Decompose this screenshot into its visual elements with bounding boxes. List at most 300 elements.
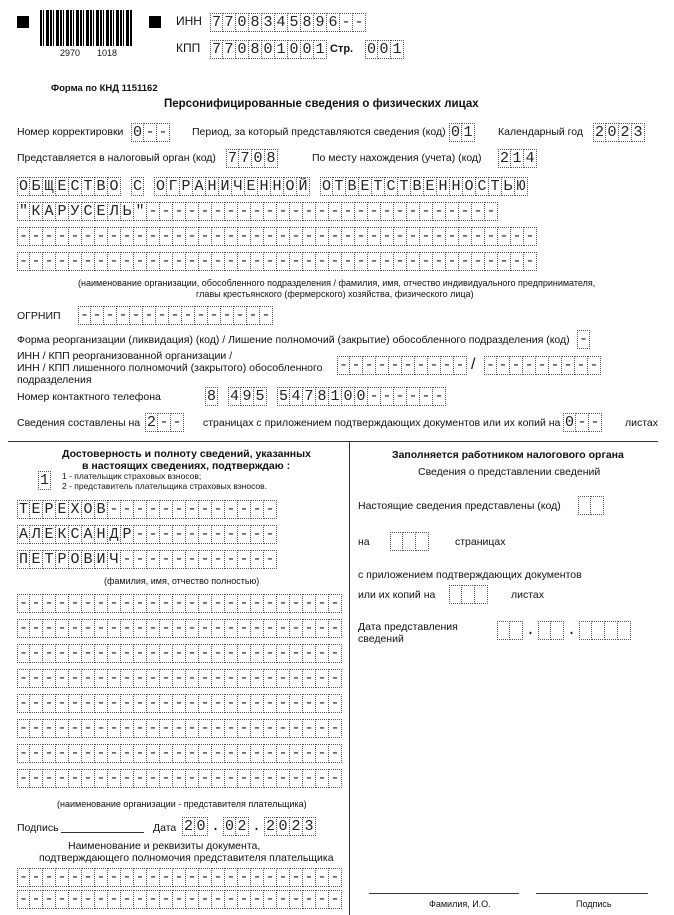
char-cell: - bbox=[43, 744, 56, 763]
char-cell: - bbox=[147, 227, 160, 246]
char-cell: - bbox=[186, 744, 199, 763]
confirm-heading-2: в настоящих сведениях, подтверждаю : bbox=[82, 460, 291, 472]
char-cell: - bbox=[108, 719, 121, 738]
dash-line[interactable] bbox=[17, 694, 342, 713]
char-cell: - bbox=[329, 644, 342, 663]
char-cell: - bbox=[407, 387, 420, 406]
org-name-line-1[interactable] bbox=[17, 177, 528, 196]
char-cell: О bbox=[321, 178, 331, 195]
pages-cells[interactable] bbox=[145, 413, 184, 432]
char-cell: 9 bbox=[241, 387, 254, 406]
char-cell: - bbox=[264, 252, 277, 271]
char-cell: - bbox=[277, 769, 290, 788]
char-cell: - bbox=[69, 227, 82, 246]
char-cell: Г bbox=[167, 177, 180, 196]
char-cell: - bbox=[43, 719, 56, 738]
char-cell: - bbox=[121, 252, 134, 271]
char-cell: - bbox=[82, 694, 95, 713]
reorg-cells[interactable] bbox=[577, 330, 590, 349]
on-label: на bbox=[358, 536, 370, 548]
char-cell: - bbox=[134, 525, 147, 544]
char-cell: - bbox=[56, 868, 69, 887]
year-cells[interactable] bbox=[593, 123, 645, 142]
char-cell: - bbox=[264, 227, 277, 246]
char-cell: 2 bbox=[146, 414, 156, 431]
char-cell: - bbox=[95, 619, 108, 638]
dash-line[interactable] bbox=[17, 744, 342, 763]
char-cell: - bbox=[56, 252, 69, 271]
char-cell: - bbox=[173, 525, 186, 544]
char-cell: - bbox=[160, 669, 173, 688]
char-cell: - bbox=[147, 594, 160, 613]
char-cell: 8 bbox=[249, 40, 262, 59]
char-cell: - bbox=[82, 252, 95, 271]
char-cell: - bbox=[173, 868, 186, 887]
char-cell: И bbox=[95, 550, 108, 569]
char-cell: - bbox=[156, 306, 169, 325]
char-cell: - bbox=[381, 202, 394, 221]
char-cell: - bbox=[355, 252, 368, 271]
char-cell: - bbox=[82, 719, 95, 738]
char-cell: - bbox=[290, 890, 303, 909]
char-cell: Б bbox=[30, 177, 43, 196]
char-cell: - bbox=[69, 619, 82, 638]
char-cell: 1 bbox=[391, 40, 404, 59]
char-cell: В bbox=[411, 177, 424, 196]
patronymic-cells[interactable] bbox=[17, 550, 277, 569]
char-cell: - bbox=[485, 227, 498, 246]
dash-line[interactable] bbox=[17, 769, 342, 788]
char-cell: - bbox=[121, 644, 134, 663]
char-cell bbox=[592, 621, 605, 640]
char-cell: - bbox=[95, 868, 108, 887]
char-cell: С bbox=[476, 177, 489, 196]
attach-label-2: или их копий на bbox=[358, 589, 436, 601]
char-cell: - bbox=[30, 868, 43, 887]
char-cell: - bbox=[277, 868, 290, 887]
char-cell: - bbox=[264, 669, 277, 688]
tax-authority-cells[interactable] bbox=[226, 149, 278, 168]
date-cells[interactable] bbox=[182, 817, 316, 836]
char-cell: - bbox=[108, 769, 121, 788]
char-cell: В bbox=[95, 177, 108, 196]
char-cell: - bbox=[433, 202, 446, 221]
date-label: Дата bbox=[153, 822, 177, 834]
char-cell: - bbox=[134, 890, 147, 909]
char-cell: - bbox=[407, 252, 420, 271]
barcode-number-right: 1018 bbox=[97, 48, 118, 58]
signer-code-cell[interactable] bbox=[38, 471, 51, 490]
char-cell: Ч bbox=[108, 550, 121, 569]
char-cell: - bbox=[329, 202, 342, 221]
char-cell: - bbox=[212, 694, 225, 713]
char-cell bbox=[551, 621, 564, 640]
char-cell: - bbox=[56, 694, 69, 713]
char-cell: - bbox=[303, 252, 316, 271]
char-cell: - bbox=[251, 619, 264, 638]
dash-line[interactable] bbox=[17, 669, 342, 688]
char-cell: К bbox=[30, 202, 43, 221]
char-cell: - bbox=[420, 252, 433, 271]
dash-line[interactable] bbox=[17, 868, 342, 887]
char-cell: - bbox=[158, 413, 171, 432]
char-cell: Н bbox=[95, 525, 108, 544]
char-cell: 2 bbox=[594, 124, 604, 141]
char-cell: - bbox=[95, 669, 108, 688]
presented-day[interactable] bbox=[497, 621, 523, 640]
char-cell: - bbox=[329, 719, 342, 738]
char-cell: - bbox=[134, 252, 147, 271]
char-cell: - bbox=[121, 500, 134, 519]
char-cell: - bbox=[303, 619, 316, 638]
char-cell: - bbox=[43, 594, 56, 613]
char-cell: Е bbox=[424, 177, 437, 196]
char-cell: - bbox=[160, 594, 173, 613]
char-cell: - bbox=[79, 307, 89, 324]
char-cell: 0 bbox=[288, 40, 301, 59]
char-cell: - bbox=[277, 644, 290, 663]
char-cell: - bbox=[485, 252, 498, 271]
char-cell: - bbox=[290, 744, 303, 763]
char-cell: - bbox=[186, 669, 199, 688]
char-cell: - bbox=[199, 769, 212, 788]
char-cell: 5 bbox=[254, 387, 267, 406]
date-month[interactable] bbox=[223, 817, 249, 836]
char-cell: В bbox=[82, 550, 95, 569]
char-cell: 0 bbox=[366, 41, 376, 58]
char-cell: - bbox=[247, 306, 260, 325]
char-cell: - bbox=[212, 719, 225, 738]
char-cell: - bbox=[350, 356, 363, 375]
kpp-label: КПП bbox=[176, 41, 201, 55]
char-cell: - bbox=[238, 619, 251, 638]
char-cell: - bbox=[30, 694, 43, 713]
char-cell: - bbox=[575, 356, 588, 375]
char-cell: - bbox=[95, 719, 108, 738]
char-cell: - bbox=[303, 868, 316, 887]
char-cell: Н bbox=[258, 177, 271, 196]
char-cell: - bbox=[511, 252, 524, 271]
char-cell: - bbox=[160, 719, 173, 738]
char-cell: - bbox=[199, 694, 212, 713]
char-cell: - bbox=[428, 356, 441, 375]
char-cell: - bbox=[316, 594, 329, 613]
char-cell: 0 bbox=[342, 387, 355, 406]
char-cell: - bbox=[225, 719, 238, 738]
char-cell: - bbox=[589, 413, 602, 432]
reorg-inn-label-2: ИНН / КПП лишенного полномочий (закрытого) обособленного bbox=[17, 362, 323, 374]
char-cell: 0 bbox=[564, 414, 574, 431]
presented-cells[interactable] bbox=[578, 496, 604, 515]
char-cell: - bbox=[134, 868, 147, 887]
char-cell: - bbox=[329, 669, 342, 688]
char-cell: - bbox=[225, 202, 238, 221]
corner-marker-right bbox=[149, 16, 161, 28]
char-cell: - bbox=[303, 694, 316, 713]
char-cell: - bbox=[277, 202, 290, 221]
org-name-line-3[interactable] bbox=[17, 227, 537, 246]
char-cell: - bbox=[134, 619, 147, 638]
char-cell: - bbox=[290, 619, 303, 638]
dash-line[interactable] bbox=[17, 594, 342, 613]
char-cell: - bbox=[18, 869, 28, 886]
char-cell: Т bbox=[489, 177, 502, 196]
pages-label: Сведения составлены на bbox=[17, 417, 141, 429]
char-cell: - bbox=[186, 252, 199, 271]
char-cell: Е bbox=[30, 550, 43, 569]
char-cell: - bbox=[264, 594, 277, 613]
char-cell: - bbox=[459, 227, 472, 246]
char-cell: - bbox=[212, 227, 225, 246]
reorg-inn-label-1: ИНН / КПП реорганизованной организации / bbox=[17, 350, 233, 362]
char-cell: - bbox=[18, 620, 28, 637]
char-cell: Т bbox=[43, 550, 56, 569]
attach-label-1: с приложением подтверждающих документов bbox=[358, 569, 582, 581]
char-cell: - bbox=[303, 202, 316, 221]
char-cell: - bbox=[173, 202, 186, 221]
correction-cells[interactable] bbox=[131, 123, 170, 142]
char-cell: - bbox=[160, 619, 173, 638]
char-cell: - bbox=[238, 669, 251, 688]
name-cells[interactable] bbox=[17, 525, 277, 544]
char-cell: - bbox=[355, 227, 368, 246]
char-cell: О bbox=[82, 500, 95, 519]
reorg-kpp-cells[interactable] bbox=[484, 356, 601, 375]
char-cell: 7 bbox=[227, 150, 237, 167]
char-cell: - bbox=[18, 670, 28, 687]
char-cell: - bbox=[264, 744, 277, 763]
char-cell: - bbox=[134, 719, 147, 738]
char-cell: - bbox=[69, 719, 82, 738]
char-cell: - bbox=[171, 413, 184, 432]
char-cell: - bbox=[225, 619, 238, 638]
phone-cells[interactable] bbox=[205, 387, 446, 406]
tax-officer-sub: Сведения о представлении сведений bbox=[418, 466, 601, 478]
char-cell: - bbox=[43, 619, 56, 638]
dash-line[interactable] bbox=[17, 619, 342, 638]
char-cell: - bbox=[95, 694, 108, 713]
char-cell: - bbox=[69, 644, 82, 663]
char-cell: " bbox=[134, 202, 147, 221]
char-cell: 1 bbox=[329, 387, 342, 406]
char-cell: - bbox=[199, 890, 212, 909]
char-cell: - bbox=[18, 645, 28, 662]
char-cell: - bbox=[234, 306, 247, 325]
char-cell: - bbox=[186, 644, 199, 663]
char-cell: - bbox=[342, 252, 355, 271]
char-cell: - bbox=[277, 594, 290, 613]
char-cell: - bbox=[134, 500, 147, 519]
char-cell: - bbox=[264, 890, 277, 909]
char-cell: - bbox=[420, 227, 433, 246]
char-cell: - bbox=[303, 644, 316, 663]
location-label: По месту нахождения (учета) (код) bbox=[312, 152, 482, 164]
ogrnip-cells[interactable] bbox=[78, 306, 273, 325]
char-cell: - bbox=[238, 868, 251, 887]
char-cell: - bbox=[173, 890, 186, 909]
char-cell: - bbox=[368, 202, 381, 221]
char-cell: - bbox=[18, 770, 28, 787]
surname-cells[interactable] bbox=[17, 500, 277, 519]
char-cell: - bbox=[303, 744, 316, 763]
char-cell: 3 bbox=[303, 817, 316, 836]
char-cell: - bbox=[169, 306, 182, 325]
char-cell: - bbox=[277, 744, 290, 763]
char-cell: - bbox=[18, 891, 28, 908]
char-cell: - bbox=[316, 644, 329, 663]
char-cell: У bbox=[69, 202, 82, 221]
char-cell: - bbox=[446, 227, 459, 246]
char-cell: - bbox=[303, 227, 316, 246]
char-cell: - bbox=[160, 694, 173, 713]
char-cell: - bbox=[433, 387, 446, 406]
date-presented-cells[interactable] bbox=[497, 621, 631, 640]
char-cell: - bbox=[251, 594, 264, 613]
dash-line[interactable] bbox=[17, 890, 342, 909]
char-cell: - bbox=[186, 594, 199, 613]
char-cell: - bbox=[186, 227, 199, 246]
sheets-cells[interactable] bbox=[449, 585, 488, 604]
page-cells bbox=[365, 40, 404, 59]
char-cell: Р bbox=[121, 525, 134, 544]
char-cell: - bbox=[290, 719, 303, 738]
period-cells[interactable] bbox=[449, 123, 475, 142]
char-cell: 3 bbox=[632, 123, 645, 142]
char-cell: - bbox=[212, 619, 225, 638]
char-cell: Е bbox=[245, 177, 258, 196]
dash-line[interactable] bbox=[17, 719, 342, 738]
char-cell: - bbox=[576, 413, 589, 432]
char-cell: - bbox=[316, 619, 329, 638]
reorg-inn-cells[interactable] bbox=[337, 356, 467, 375]
char-cell: - bbox=[186, 769, 199, 788]
char-cell: - bbox=[251, 202, 264, 221]
char-cell: - bbox=[264, 769, 277, 788]
char-cell: 0 bbox=[225, 818, 235, 835]
char-cell: - bbox=[43, 669, 56, 688]
char-cell: 0 bbox=[606, 123, 619, 142]
location-cells[interactable] bbox=[498, 149, 537, 168]
char-cell: - bbox=[329, 868, 342, 887]
signature-line bbox=[61, 832, 144, 833]
char-cell: - bbox=[277, 719, 290, 738]
char-cell: - bbox=[459, 252, 472, 271]
char-cell: - bbox=[199, 619, 212, 638]
char-cell: - bbox=[195, 306, 208, 325]
char-cell: 7 bbox=[223, 40, 236, 59]
char-cell: - bbox=[511, 227, 524, 246]
char-cell: - bbox=[147, 719, 160, 738]
char-cell: - bbox=[251, 550, 264, 569]
char-cell: - bbox=[199, 252, 212, 271]
char-cell: - bbox=[303, 669, 316, 688]
char-cell: - bbox=[290, 252, 303, 271]
date-year[interactable] bbox=[264, 817, 316, 836]
char-cell: - bbox=[147, 525, 160, 544]
char-cell: - bbox=[30, 619, 43, 638]
attach-cells[interactable] bbox=[563, 413, 602, 432]
char-cell: 0 bbox=[277, 817, 290, 836]
char-cell: - bbox=[498, 227, 511, 246]
char-cell: - bbox=[95, 769, 108, 788]
confirm-heading-1: Достоверность и полноту сведений, указанных bbox=[62, 448, 311, 460]
char-cell: - bbox=[121, 769, 134, 788]
char-cell: - bbox=[30, 644, 43, 663]
char-cell: - bbox=[329, 769, 342, 788]
char-cell: - bbox=[497, 356, 510, 375]
presented-month[interactable] bbox=[538, 621, 564, 640]
presented-dot-2: . bbox=[567, 622, 577, 639]
dash-line[interactable] bbox=[17, 644, 342, 663]
char-cell: - bbox=[30, 669, 43, 688]
char-cell: - bbox=[199, 868, 212, 887]
char-cell: Л bbox=[30, 525, 43, 544]
char-cell: - bbox=[329, 252, 342, 271]
char-cell: А bbox=[18, 526, 28, 543]
char-cell: - bbox=[160, 252, 173, 271]
char-cell: - bbox=[147, 669, 160, 688]
char-cell: - bbox=[134, 769, 147, 788]
char-cell: - bbox=[290, 227, 303, 246]
char-cell: - bbox=[251, 644, 264, 663]
char-cell: - bbox=[147, 744, 160, 763]
char-cell: Т bbox=[82, 177, 95, 196]
char-cell: - bbox=[238, 202, 251, 221]
char-cell: - bbox=[225, 227, 238, 246]
presented-year[interactable] bbox=[579, 621, 631, 640]
char-cell: - bbox=[121, 550, 134, 569]
char-cell: - bbox=[147, 769, 160, 788]
inn-label: ИНН bbox=[176, 14, 202, 28]
cell-gap bbox=[218, 387, 228, 406]
char-cell: - bbox=[56, 744, 69, 763]
char-cell: - bbox=[43, 227, 56, 246]
char-cell: - bbox=[212, 550, 225, 569]
char-cell: Н bbox=[206, 177, 219, 196]
char-cell: Е bbox=[359, 177, 372, 196]
char-cell: - bbox=[69, 252, 82, 271]
pages-count-cells[interactable] bbox=[390, 532, 429, 551]
char-cell: - bbox=[199, 744, 212, 763]
char-cell: 1 bbox=[275, 40, 288, 59]
org-name-line-2[interactable] bbox=[17, 202, 498, 221]
signer-option-1: 1 - плательщик страховых взносов; bbox=[62, 471, 202, 481]
date-day[interactable] bbox=[182, 817, 208, 836]
char-cell: - bbox=[578, 331, 588, 348]
char-cell: - bbox=[134, 744, 147, 763]
char-cell: - bbox=[160, 202, 173, 221]
char-cell: В bbox=[95, 500, 108, 519]
char-cell: - bbox=[18, 595, 28, 612]
char-cell: - bbox=[186, 202, 199, 221]
char-cell: - bbox=[238, 525, 251, 544]
char-cell: - bbox=[510, 356, 523, 375]
char-cell: - bbox=[56, 619, 69, 638]
char-cell: - bbox=[316, 744, 329, 763]
char-cell: - bbox=[316, 669, 329, 688]
char-cell: - bbox=[43, 694, 56, 713]
char-cell: - bbox=[316, 227, 329, 246]
char-cell: - bbox=[290, 669, 303, 688]
rep-caption: (наименование организации - представителя плательщика) bbox=[57, 799, 307, 809]
barcode-number-left: 2970 bbox=[60, 48, 81, 58]
org-name-line-4[interactable] bbox=[17, 252, 537, 271]
presented-label: Настоящие сведения представлены (код) bbox=[358, 500, 561, 512]
char-cell: - bbox=[238, 719, 251, 738]
char-cell: - bbox=[225, 594, 238, 613]
char-cell: - bbox=[238, 694, 251, 713]
char-cell: - bbox=[18, 228, 28, 245]
